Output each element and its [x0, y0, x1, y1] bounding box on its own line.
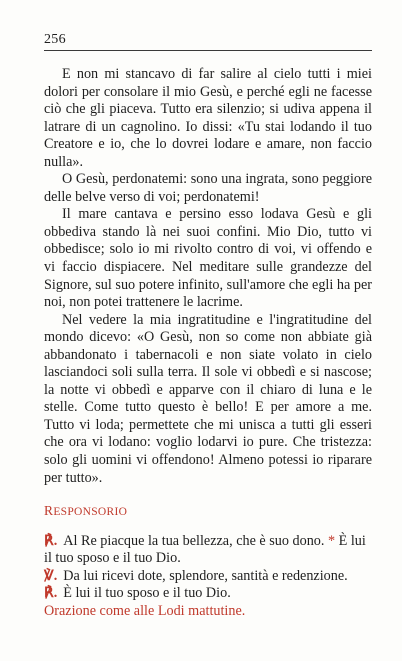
responsory-line-2	[44, 568, 372, 586]
responsory-line-1-continuation: È lui il tuo sposo e il tuo Dio.	[44, 532, 366, 567]
asterisk-marker: *	[328, 532, 336, 549]
responsorio-heading-rest: ESPONSORIO	[53, 506, 128, 519]
responsory-line-1-text: Al Re piacque la tua bellezza, che è suo dono.	[63, 532, 325, 549]
responsory-line-2-text: Da lui ricevi dote, splendore, santità e redenzione.	[63, 567, 348, 584]
responsory-line-3-text: È lui il tuo sposo e il tuo Dio.	[63, 585, 231, 602]
closing-rubric: Orazione come alle Lodi mattutine.	[44, 602, 246, 619]
responsorio-heading-initial: R	[44, 503, 54, 519]
page-body	[44, 66, 372, 620]
responsory-line-1	[44, 533, 372, 568]
responsorio-heading	[44, 502, 372, 522]
response-symbol: ℟.	[44, 585, 58, 602]
header-rule	[44, 50, 372, 51]
body-paragraph-3: Il mare cantava e persino esso lodava Gesù e gli obbediva stando là nei suoi confini. Mio Dio, tutto vi obbedisce; solo io mi rivolto contro di voi, vi offendo e vi faccio dispiacere. Nel meditare sulle grandezze del Signore, sul suo potere infinito, sull'amore che egli ha per noi, non potei trattenere le lacrime.	[44, 206, 372, 311]
body-paragraph-4: Nel vedere la mia ingratitudine e l'ingratitudine del mondo dicevo: «O Gesù, non so come non abbiate già abbandonato i tabernacoli e non siate volato in cielo lasciandoci soli sulla terra. Il sole vi obbedì e si nascose; la notte vi obbedì e apparve con il chiaro di luna e le stelle. Come tutto questo è bello! E per amore a me. Tutto vi loda; permettete che mi unisca a tutti gli esseri che ora vi lodano: voglio lodarvi io pure. Che tristezza: solo gli uomini vi offendono! Almeno potessi io riparare per tutto».	[44, 311, 372, 486]
response-symbol: ℟.	[44, 532, 58, 549]
body-paragraph-2: O Gesù, perdonatemi: sono una ingrata, sono peggiore delle belve verso di voi; perdonatemi!	[44, 171, 372, 205]
responsory-line-3	[44, 585, 372, 603]
page-number: 256	[44, 32, 66, 47]
body-paragraph-1: E non mi stancavo di far salire al cielo tutti i miei dolori per consolare il mio Gesù, e perché egli ne facesse ciò che gli piaceva. Tutto era silenzio; si udiva appena il latrare di un cagnolino. Io dissi: «Tu stai lodando il tuo Creatore e io, che lo dovrei lodare e amare, non faccio nulla».	[44, 66, 372, 170]
versicle-symbol: ℣.	[44, 567, 58, 584]
